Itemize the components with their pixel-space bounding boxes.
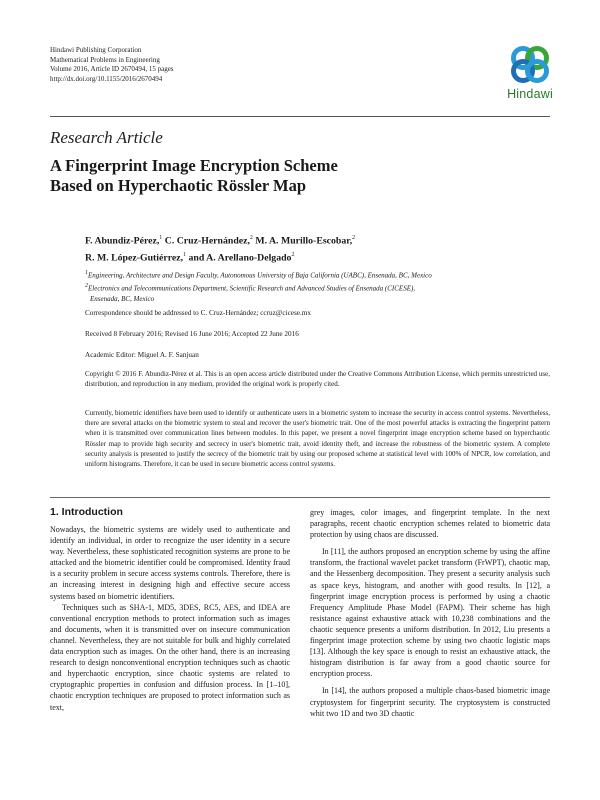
section-title: 1. Introduction (50, 506, 123, 518)
author-name[interactable]: and A. Arellano-Delgado (186, 252, 292, 264)
article-title-line-1: A Fingerprint Image Encryption Scheme (50, 156, 338, 175)
author-affil-ref: 2 (249, 235, 253, 241)
affiliation-1: Engineering, Architecture and Design Faculty, Autonomous University of Baja California (UABC), Ensenada, BC, Mexico (88, 271, 432, 280)
journal-name: Mathematical Problems in Engineering (50, 55, 160, 64)
doi-link[interactable]: http://dx.doi.org/10.1155/2016/2670494 (50, 74, 163, 83)
hindawi-logo-text: Hindawi (507, 87, 553, 101)
correspondence: Correspondence should be addressed to C. Cruz-Hernández; ccruz@cicese.mx (85, 309, 311, 317)
article-title-line-2: Based on Hyperchaotic Rössler Map (50, 176, 307, 195)
body-paragraph: In [11], the authors proposed an encryption scheme by using the affine transform, the fractional wavelet packet transform (FrWPT), chaotic map, and the Hessenberg decomposition. They present a security analysis such as space keys, histogram, and another with good results. In [12], a fingerprint image encryption process is performed by using a chaotic Frequency Amplitude Phase Model (FAPM). Their scheme has high resistance against exhaustive attack with 10,238 combinations and the chaotic sequence presents a uniform distribution. In 2012, Liu presents a fingerprint image protection scheme by using two chaotic logistic maps [13]. Although the key space is enough to resist an exhaustive attack, the histogram distribution is far away from a good chaotic source for encryption process. (310, 547, 550, 679)
affiliations (85, 268, 550, 304)
article-dates: Received 8 February 2016; Revised 16 June 2016; Accepted 22 June 2016 (85, 330, 299, 338)
body-column-right (310, 507, 550, 719)
header-divider (50, 116, 550, 117)
hindawi-logo (500, 42, 560, 106)
body-paragraph: grey images, color images, and fingerprint template. In the next paragraphs, recent chaotic encryption schemes related to biometric data protection by using chaos are discussed. (310, 508, 550, 540)
author-name[interactable]: M. A. Murillo-Escobar, (252, 235, 353, 247)
body-paragraph: Nowadays, the biometric systems are widely used to authenticate and identify an individual, in order to recognize the user identity in a secure way. Nevertheless, these sophisticated recognition systems are prone to be attacked and the biometric identifier could be compromised. Identity fraud is a security problem in secure access systems controls. Therefore, there is an increasing interest in designing high and effective secure access systems based on biometric identifiers. (50, 525, 290, 601)
volume-info: Volume 2016, Article ID 2670494, 15 pages (50, 65, 174, 74)
author-affil-ref: 2 (352, 235, 356, 241)
body-paragraph: In [14], the authors proposed a multiple chaos-based biometric image cryptosystem for fingerprint security. The cryptosystem is constructed whit two 1D and two 3D chaotic (310, 686, 550, 718)
body-column-left (50, 524, 290, 713)
author-affil-ref: 2 (291, 252, 295, 259)
author-affil-ref: 1 (183, 252, 187, 259)
article-title (50, 156, 338, 196)
article-type: Research Article (50, 128, 163, 147)
author-name[interactable]: C. Cruz-Hernández, (162, 235, 250, 247)
abstract: Currently, biometric identifiers have been used to identify or authenticate users in a biometric system to increase the security in access control systems. Nevertheless, there are several attacks on the biometric system to steal and recover the user's biometric trait. One of the most powerful attacks is extracting the fingerprint pattern when it is transmitted over communication lines between modules. In this paper, we present a novel fingerprint image encryption scheme based on hyperchaotic Rössler map to provide high security and secrecy in user's biometric trait, avoid identity theft, and increase the robustness of the biometric system. A complete security analysis is presented to justify the secrecy of the biometric trait by using our proposed scheme at statistical level with 100% of NPCR, low correlation, and uniform histograms. Therefore, it can be used in secure biometric access control systems. (85, 409, 550, 469)
journal-header (50, 46, 174, 84)
publisher-name: Hindawi Publishing Corporation (50, 46, 142, 54)
author-affil-ref: 1 (159, 235, 163, 241)
author-list (85, 231, 355, 266)
academic-editor: Academic Editor: Miguel A. F. Sanjuan (85, 351, 199, 359)
hindawi-logo-icon (507, 42, 553, 86)
author-name[interactable]: F. Abundiz-Pérez, (85, 235, 160, 247)
affiliation-marker: 1 (85, 270, 88, 276)
author-name[interactable]: R. M. López-Gutiérrez, (85, 252, 184, 264)
affiliation-2-cont: Ensenada, BC, Mexico (90, 294, 155, 303)
copyright-notice: Copyright © 2016 F. Abundiz-Pérez et al. This is an open access article distributed under the Creative Commons Attribution License, which permits unrestricted use, distribution, and reproduction in any medium, provided the original work is properly cited. (85, 370, 550, 389)
section-divider (50, 497, 550, 498)
affiliation-2: Electronics and Telecommunications Department, Scientific Research and Advanced Studies of Ensenada (CICESE), (88, 284, 416, 293)
affiliation-marker: 2 (85, 282, 88, 289)
body-paragraph: Techniques such as SHA-1, MD5, 3DES, RC5, AES, and IDEA are conventional encryption methods to protect information such as images and documents, when it is transmitted over on insecure communication channel. Nevertheless, they are not suitable for bulk and highly correlated data encryption such as images. On the other hand, there is an increasing research to design nonconventional encryption techniques such as chaotic and hyperchaotic encryption, since chaotic systems are related to cryptographic properties in confusion and diffusion process. In [1–10], chaotic encryption techniques are proposed to protect information such as text, (50, 602, 290, 712)
